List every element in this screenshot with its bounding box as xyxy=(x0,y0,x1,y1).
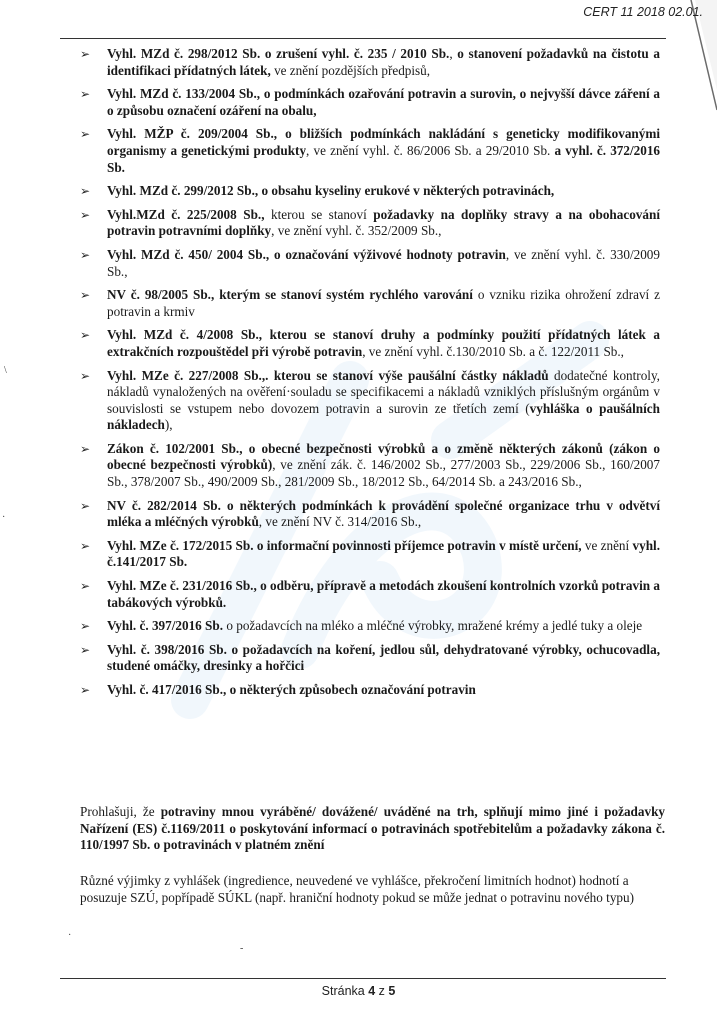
page-total: 5 xyxy=(388,984,396,998)
item-text-bold: Vyhl. č. 417/2016 Sb., o některých způsobech označování potravin xyxy=(107,682,476,697)
item-text: , ve znění vyhl. č. 330/2009 Sb., xyxy=(107,246,660,279)
item-text-bold: požadavky na doplňky stravy a na obohacování potravin potravními doplňky xyxy=(107,206,660,239)
arrow-bullet-icon: ➢ xyxy=(80,619,91,634)
item-text-bold: vyhláška o paušálních nákladech xyxy=(107,400,660,433)
arrow-bullet-icon: ➢ xyxy=(80,328,91,343)
item-text-bold: Vyhl. MZd č. 133/2004 Sb., o podmínkách ozařování potravin a surovin, o nejvyšší dávce záření a o způsobu označení ozáření na obalu, xyxy=(107,86,660,118)
arrow-bullet-icon: ➢ xyxy=(80,683,91,697)
page-footer xyxy=(0,984,717,998)
list-item xyxy=(80,618,660,635)
item-text-bold: a vyhl. č. 372/2016 Sb. xyxy=(107,142,661,175)
arrow-bullet-icon: ➢ xyxy=(80,247,91,262)
arrow-bullet-icon: ➢ xyxy=(80,207,91,222)
scan-speck: - xyxy=(240,943,244,954)
list-item xyxy=(80,207,660,240)
header-rule xyxy=(60,38,666,39)
item-text-bold: NV č. 282/2014 Sb. o některých podmínkách k provádění společné organizace trhu v odvětví mléka a mléčných výrobků xyxy=(107,497,660,530)
exceptions-paragraph: Různé výjimky z vyhlášek (ingredience, neuvedené ve vyhlášce, překročení limitních hodnot) hodnotí a posuzuje SZÚ, popřípadě SÚKL (např. hraniční hodnoty pokud se může jednat o potravinu nového typu) xyxy=(80,873,635,905)
item-text-bold: NV č. 98/2005 Sb., kterým se stanoví systém rychlého varování xyxy=(107,287,473,303)
legislation-list xyxy=(80,46,660,706)
list-item xyxy=(80,578,660,611)
declaration-bold: potraviny mnou vyráběné/ dovážené/ uváděné na trh, splňují mimo jiné i požadavky Nařízení (ES) č.1169/2011 o poskytování informací o potravinách spotřebitelům a požadavky zákona č. 110/1997 Sb. o potravinách v platném znění xyxy=(80,804,665,853)
declaration-lead: Prohlašuji, že xyxy=(80,804,161,819)
item-text: , ve znění zák. č. 146/2002 Sb., 277/2003 Sb., 229/2006 Sb., 160/2007 Sb., 378/2007 Sb., 490/2009 Sb., 281/2009 Sb., 18/2012 Sb., 64/2014 Sb. a 243/2016 Sb., xyxy=(107,457,660,490)
list-item xyxy=(80,498,660,531)
arrow-bullet-icon: ➢ xyxy=(80,441,91,456)
item-text-bold: Vyhl. MZd č. 450/ 2004 Sb., o označování výživové hodnoty potravin xyxy=(107,246,506,262)
arrow-bullet-icon: ➢ xyxy=(80,127,91,142)
item-text: , ve znění vyhl. č.130/2010 Sb. a č. 122/2011 Sb., xyxy=(362,343,624,359)
arrow-bullet-icon: ➢ xyxy=(80,87,91,102)
item-text-bold: Vyhl. č. 397/2016 Sb. xyxy=(107,618,224,634)
scan-speck: · xyxy=(2,512,6,523)
item-text: ), xyxy=(164,417,173,433)
arrow-bullet-icon: ➢ xyxy=(80,47,91,61)
arrow-bullet-icon: ➢ xyxy=(80,498,91,513)
item-text-bold: o stanovení požadavků na čistotu a identifikaci přídatných látek, xyxy=(107,46,660,78)
arrow-bullet-icon: ➢ xyxy=(80,579,91,594)
scan-speck: \ xyxy=(4,365,7,376)
item-text: dodatečné kontroly, nákladů vynaložených na ověření·souladu se specifikacemi a nákladů vzniklých příslušným orgánům v souvislosti se vstupem nebo dovozem potravin a surovin ze třetích zemí ( xyxy=(107,367,660,416)
list-item xyxy=(80,642,660,675)
item-text-bold: Vyhl. MZe č. 227/2008 Sb.,. kterou se stanoví výše paušální částky nákladů xyxy=(107,367,549,383)
item-text-bold: Vyhl. MZd č. 298/2012 Sb. o zrušení vyhl. č. 235 / 2010 Sb. xyxy=(107,46,450,61)
item-text: ve znění pozdějších předpisů, xyxy=(270,62,431,78)
item-text-bold: Vyhl. MZe č. 231/2016 Sb., o odběru, přípravě a metodách zkoušení kontrolních vzorků potravin a tabákových výrobků. xyxy=(107,578,660,610)
list-item xyxy=(80,287,660,320)
item-text-bold: Vyhl. MŽP č. 209/2004 Sb., o bližších podmínkách nakládání s geneticky modifikovanými organismy a genetickými produkty xyxy=(107,126,660,158)
page-sep: z xyxy=(375,984,389,998)
arrow-bullet-icon: ➢ xyxy=(80,184,91,199)
item-text-bold: Vyhl. MZe č. 172/2015 Sb. o informační povinnosti příjemce potravin v místě určení, xyxy=(107,537,582,553)
declaration-paragraph xyxy=(80,804,665,854)
document-code: CERT 11 2018 02.01. xyxy=(583,5,703,19)
list-item xyxy=(80,183,660,200)
scan-speck: · xyxy=(68,930,72,941)
list-item xyxy=(80,247,660,280)
list-item xyxy=(80,682,660,699)
item-text-bold: Zákon č. 102/2001 Sb., o obecné bezpečnosti výrobků a o změně některých zákonů (zákon o obecné bezpečnosti výrobků) xyxy=(107,440,660,473)
arrow-bullet-icon: ➢ xyxy=(80,288,91,303)
list-item xyxy=(80,441,660,491)
item-text-bold: Vyhl. MZd č. 299/2012 Sb., o obsahu kyseliny erukové v některých potravinách, xyxy=(107,183,555,199)
list-item xyxy=(80,327,660,360)
item-text: , xyxy=(449,46,458,61)
list-item xyxy=(80,46,660,79)
list-item xyxy=(80,368,660,434)
item-text: , ve znění NV č. 314/2016 Sb., xyxy=(258,514,422,530)
item-text-bold: Vyhl.MZd č. 225/2008 Sb., xyxy=(107,206,265,222)
footer-rule xyxy=(60,978,666,979)
item-text: kterou se stanoví xyxy=(264,206,374,222)
arrow-bullet-icon: ➢ xyxy=(80,642,91,657)
list-item xyxy=(80,126,660,176)
item-text-bold: Vyhl. MZd č. 4/2008 Sb., kterou se stanoví druhy a podmínky použití přídatných látek a extrakčních rozpouštědel při výrobě potravin xyxy=(107,327,660,359)
arrow-bullet-icon: ➢ xyxy=(80,368,91,383)
item-text: o požadavcích na mléko a mléčné výrobky, mražené krémy a jedlé tuky a oleje xyxy=(223,618,643,634)
item-text-bold: Vyhl. č. 398/2016 Sb. o požadavcích na koření, jedlou sůl, dehydratované výrobky, ochucovadla, studené omáčky, dresinky a hořčici xyxy=(107,641,660,674)
item-text: ve znění xyxy=(581,537,633,553)
item-text-bold: vyhl. č.141/2017 Sb. xyxy=(107,537,660,570)
page-number: 4 xyxy=(368,984,376,998)
page-prefix: Stránka xyxy=(321,984,369,998)
item-text: o vzniku rizika ohrožení zdraví z potravin a krmiv xyxy=(107,287,661,319)
arrow-bullet-icon: ➢ xyxy=(80,538,91,553)
list-item xyxy=(80,538,660,571)
list-item xyxy=(80,86,660,119)
item-text: , ve znění vyhl. č. 352/2009 Sb., xyxy=(271,223,442,239)
page-fold-edge xyxy=(687,0,717,130)
item-text: , ve znění vyhl. č. 86/2006 Sb. a 29/2010 Sb. xyxy=(306,142,555,158)
